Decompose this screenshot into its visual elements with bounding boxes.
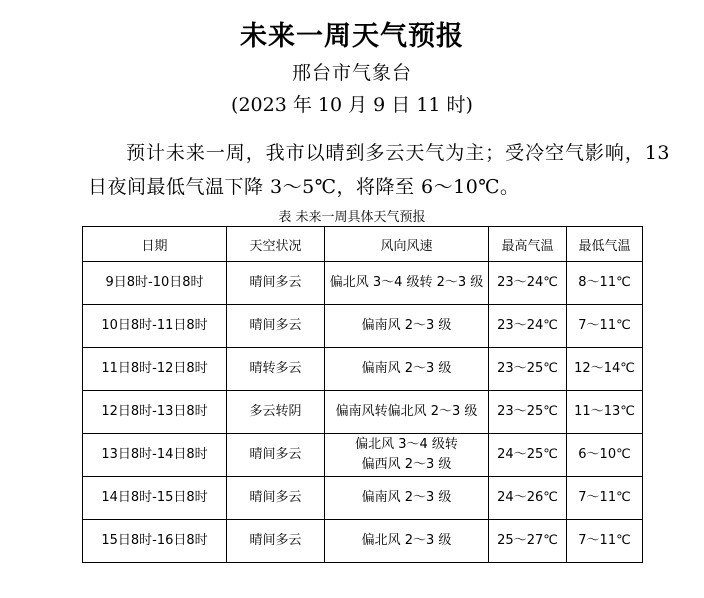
sky-cell: 晴间多云 — [227, 477, 325, 520]
date-cell: 9日8时-10日8时 — [83, 262, 227, 305]
wind-text: 偏北风 2～3 级 — [361, 533, 452, 548]
wind-text: 偏南风 2～3 级 — [361, 361, 452, 376]
table-row — [83, 391, 643, 434]
wind-text: 偏南风转偏北风 2～3 级 — [335, 404, 478, 419]
table-row — [83, 434, 643, 477]
sky-cell: 晴间多云 — [227, 305, 325, 348]
wind-text: 偏南风 2～3 级 — [361, 490, 452, 505]
table-header-row — [83, 227, 643, 262]
wind-cell — [325, 262, 489, 305]
wind-text: 偏南风 2～3 级 — [361, 318, 452, 333]
issuing-agency: 邢台市气象台 — [291, 62, 412, 84]
date-cell: 11日8时-12日8时 — [83, 348, 227, 391]
header-wind: 风向风速 — [325, 227, 489, 262]
max-temp-cell: 23～25℃ — [489, 391, 567, 434]
table-row — [83, 262, 643, 305]
document-title: 未来一周天气预报 — [240, 21, 464, 52]
header-max-temp: 最高气温 — [489, 227, 567, 262]
date-cell: 13日8时-14日8时 — [83, 434, 227, 477]
sky-cell: 晴转多云 — [227, 348, 325, 391]
wind-cell — [325, 391, 489, 434]
max-temp-cell: 23～25℃ — [489, 348, 567, 391]
sky-cell: 多云转阴 — [227, 391, 325, 434]
wind-cell — [325, 305, 489, 348]
min-temp-cell: 6～10℃ — [567, 434, 643, 477]
sky-cell: 晴间多云 — [227, 520, 325, 563]
forecast-table — [82, 226, 643, 563]
table-row — [83, 305, 643, 348]
wind-cell — [325, 520, 489, 563]
wind-cell — [325, 434, 489, 477]
sky-cell: 晴间多云 — [227, 434, 325, 477]
wind-text: 偏北风 3～4 级转 2～3 级 — [329, 275, 484, 290]
min-temp-cell: 7～11℃ — [567, 305, 643, 348]
date-cell: 10日8时-11日8时 — [83, 305, 227, 348]
table-row — [83, 348, 643, 391]
wind-text-line2: 偏西风 2～3 级 — [361, 457, 452, 472]
table-row — [83, 520, 643, 563]
sky-cell: 晴间多云 — [227, 262, 325, 305]
date-cell: 12日8时-13日8时 — [83, 391, 227, 434]
header-sky: 天空状况 — [227, 227, 325, 262]
min-temp-cell: 12～14℃ — [567, 348, 643, 391]
min-temp-cell: 7～11℃ — [567, 477, 643, 520]
header-date: 日期 — [83, 227, 227, 262]
wind-cell — [325, 477, 489, 520]
min-temp-cell: 11～13℃ — [567, 391, 643, 434]
date-cell: 14日8时-15日8时 — [83, 477, 227, 520]
table-caption: 表 未来一周具体天气预报 — [278, 210, 426, 225]
max-temp-cell: 23～24℃ — [489, 262, 567, 305]
table-row — [83, 477, 643, 520]
wind-text: 偏北风 3～4 级转 — [355, 437, 458, 452]
max-temp-cell: 24～26℃ — [489, 477, 567, 520]
min-temp-cell: 7～11℃ — [567, 520, 643, 563]
max-temp-cell: 25～27℃ — [489, 520, 567, 563]
forecast-summary: 预计未来一周，我市以晴到多云天气为主；受冷空气影响，13 日夜间最低气温下降 3～5℃，将降至 6～10℃。 — [88, 142, 670, 198]
min-temp-cell: 8～11℃ — [567, 262, 643, 305]
max-temp-cell: 23～24℃ — [489, 305, 567, 348]
header-min-temp: 最低气温 — [567, 227, 643, 262]
issue-time: (2023 年 10 月 9 日 11 时) — [231, 94, 473, 116]
date-cell: 15日8时-16日8时 — [83, 520, 227, 563]
wind-cell — [325, 348, 489, 391]
max-temp-cell: 24～25℃ — [489, 434, 567, 477]
